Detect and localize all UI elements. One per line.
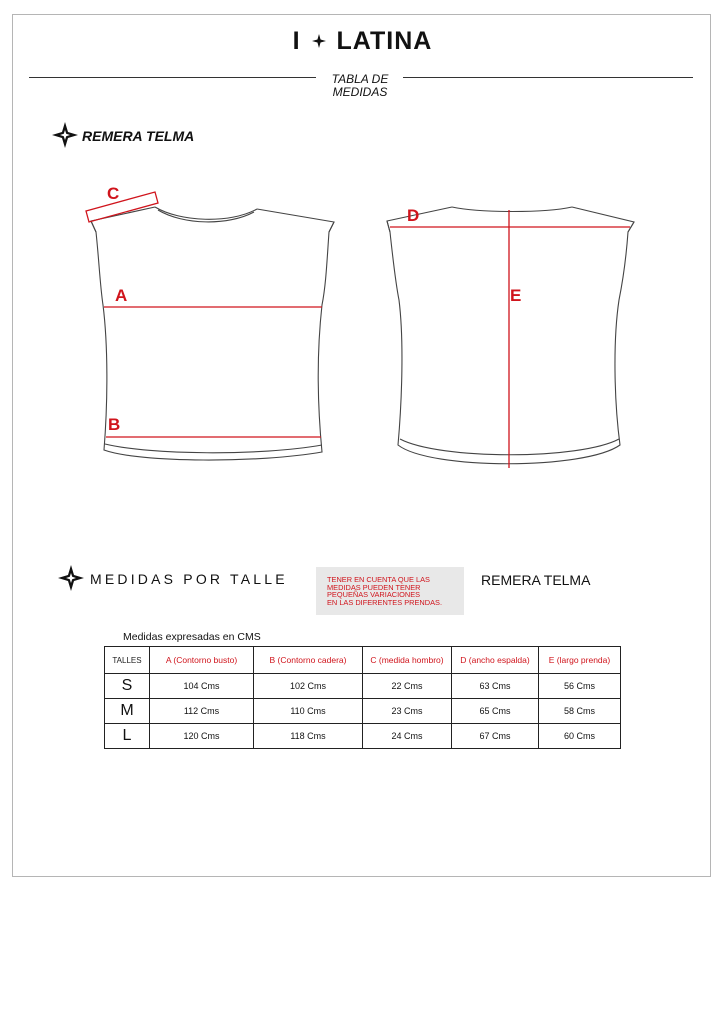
star-icon bbox=[58, 565, 84, 591]
table-cell: 24 Cms bbox=[363, 724, 452, 749]
size-cell: L bbox=[105, 724, 150, 749]
table-cell: 56 Cms bbox=[539, 674, 621, 699]
product-name: REMERA TELMA bbox=[481, 572, 591, 588]
label-a: A bbox=[115, 286, 128, 305]
front-measure-lines bbox=[86, 192, 322, 437]
table-cell: 120 Cms bbox=[150, 724, 254, 749]
label-d: D bbox=[407, 206, 420, 225]
sizes-title: MEDIDAS POR TALLE bbox=[90, 571, 288, 587]
table-row bbox=[105, 674, 621, 699]
table-row bbox=[105, 724, 621, 749]
measure-c-line bbox=[86, 192, 158, 222]
label-e: E bbox=[510, 286, 522, 305]
table-cell: 67 Cms bbox=[452, 724, 539, 749]
table-cell: 118 Cms bbox=[254, 724, 363, 749]
header-a: A (Contorno busto) bbox=[150, 647, 254, 674]
table-cell: 58 Cms bbox=[539, 699, 621, 724]
size-cell: M bbox=[105, 699, 150, 724]
front-tshirt-drawing bbox=[91, 207, 334, 460]
header-d: D (ancho espalda) bbox=[452, 647, 539, 674]
header-c: C (medida hombro) bbox=[363, 647, 452, 674]
variation-note: TENER EN CUENTA QUE LAS MEDIDAS PUEDEN TENER PEQUEÑAS VARIACIONES EN LAS DIFERENTES PRENDAS. bbox=[316, 567, 464, 615]
label-b: B bbox=[108, 415, 121, 434]
header-b: B (Contorno cadera) bbox=[254, 647, 363, 674]
header-talles: TALLES bbox=[105, 647, 150, 674]
table-cell: 102 Cms bbox=[254, 674, 363, 699]
table-cell: 23 Cms bbox=[363, 699, 452, 724]
back-tshirt-drawing bbox=[387, 207, 634, 464]
header-e: E (largo prenda) bbox=[539, 647, 621, 674]
table-cell: 22 Cms bbox=[363, 674, 452, 699]
table-cell: 63 Cms bbox=[452, 674, 539, 699]
table-cell: 110 Cms bbox=[254, 699, 363, 724]
brand-right: LATINA bbox=[336, 26, 433, 55]
size-table bbox=[104, 646, 621, 749]
table-cell: 104 Cms bbox=[150, 674, 254, 699]
brand-left: I bbox=[292, 26, 301, 55]
table-caption: Medidas expresadas en CMS bbox=[123, 631, 261, 643]
table-cell: 60 Cms bbox=[539, 724, 621, 749]
label-c: C bbox=[107, 184, 120, 203]
table-header-row bbox=[105, 647, 621, 674]
table-row bbox=[105, 699, 621, 724]
back-measure-lines bbox=[390, 210, 630, 468]
table-cell: 65 Cms bbox=[452, 699, 539, 724]
size-cell: S bbox=[105, 674, 150, 699]
section-title: REMERA TELMA bbox=[82, 128, 195, 144]
table-cell: 112 Cms bbox=[150, 699, 254, 724]
header-subtitle: TABLA DE MEDIDAS bbox=[331, 72, 389, 99]
